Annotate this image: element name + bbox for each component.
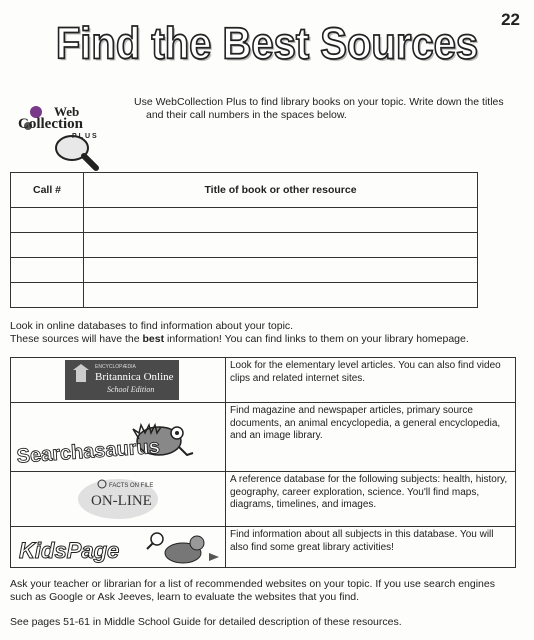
facts-on-file-logo-cell[interactable] — [11, 472, 226, 527]
intro-line-2: and their call numbers in the spaces below. — [146, 109, 347, 121]
call-number-table — [10, 172, 478, 308]
table-row — [11, 358, 516, 403]
logo-text-collection: Collection — [18, 116, 83, 132]
svg-text:Britannica Online: Britannica Online — [95, 371, 174, 383]
call-number-cell[interactable] — [11, 208, 84, 233]
best-emphasis: best — [142, 333, 165, 345]
svg-text:ENCYCLOPÆDIA: ENCYCLOPÆDIA — [95, 364, 136, 370]
database-intro-line-2: These sources will have the best information! You can find links to them on your library homepage. — [10, 333, 469, 345]
call-number-header: Call # — [11, 173, 84, 208]
table-row — [11, 283, 478, 308]
title-cell[interactable] — [84, 258, 478, 283]
logo-text-plus: PLUS — [72, 133, 99, 140]
title-cell[interactable] — [84, 233, 478, 258]
title-cell[interactable] — [84, 283, 478, 308]
database-intro-line-1: Look in online databases to find information about your topic. — [10, 320, 294, 332]
searchasaurus-description: Find magazine and newspaper articles, primary source documents, an animal encyclopedia, a general encyclopedia, and an image library. — [226, 403, 516, 472]
page-number: 22 — [501, 10, 520, 29]
table-row — [11, 403, 516, 472]
svg-text:ON-LINE: ON-LINE — [91, 493, 152, 509]
page-title: Find the Best Sources — [55, 19, 479, 69]
intro-text — [134, 96, 514, 122]
kidspage-description: Find information about all subjects in this database. You will also find some great library activities! — [226, 527, 516, 568]
britannica-logo-cell[interactable] — [11, 358, 226, 403]
svg-text:Searchasaurus: Searchasaurus — [15, 435, 161, 468]
database-table — [10, 357, 516, 568]
svg-text:School Edition: School Edition — [107, 385, 155, 394]
britannica-description: Look for the elementary level articles. You can also find video clips and related internet sites. — [226, 358, 516, 403]
intro-line-1: Use WebCollection Plus to find library books on your topic. Write down the titles — [134, 96, 504, 108]
table-row — [11, 233, 478, 258]
title-cell[interactable] — [84, 208, 478, 233]
table-row — [11, 208, 478, 233]
call-number-cell[interactable] — [11, 283, 84, 308]
table-row — [11, 527, 516, 568]
svg-text:KidsPage: KidsPage — [19, 538, 120, 563]
table-row — [11, 472, 516, 527]
footer-guide-reference: See pages 51-61 in Middle School Guide for detailed description of these resources. — [10, 616, 402, 628]
table-row — [11, 258, 478, 283]
searchasaurus-logo-cell[interactable] — [11, 403, 226, 472]
facts-on-file-description: A reference database for the following subjects: health, history, geography, career exploration, science. You'll find maps, diagrams, timelines, and images. — [226, 472, 516, 527]
database-intro — [10, 320, 520, 346]
svg-text:FACTS ON FILE: FACTS ON FILE — [109, 483, 154, 489]
logo-text-web: Web — [54, 104, 80, 119]
title-header: Title of book or other resource — [84, 173, 478, 208]
call-number-cell[interactable] — [11, 258, 84, 283]
kidspage-logo-cell[interactable] — [11, 527, 226, 568]
call-number-cell[interactable] — [11, 233, 84, 258]
webcollection-plus-logo — [14, 96, 114, 172]
footer-recommendation: Ask your teacher or librarian for a list of recommended websites on your topic. If you use search engines such as Google or Ask Jeeves, learn to evaluate the websites that you find. — [10, 578, 495, 603]
dog-reading-icon — [147, 533, 219, 563]
